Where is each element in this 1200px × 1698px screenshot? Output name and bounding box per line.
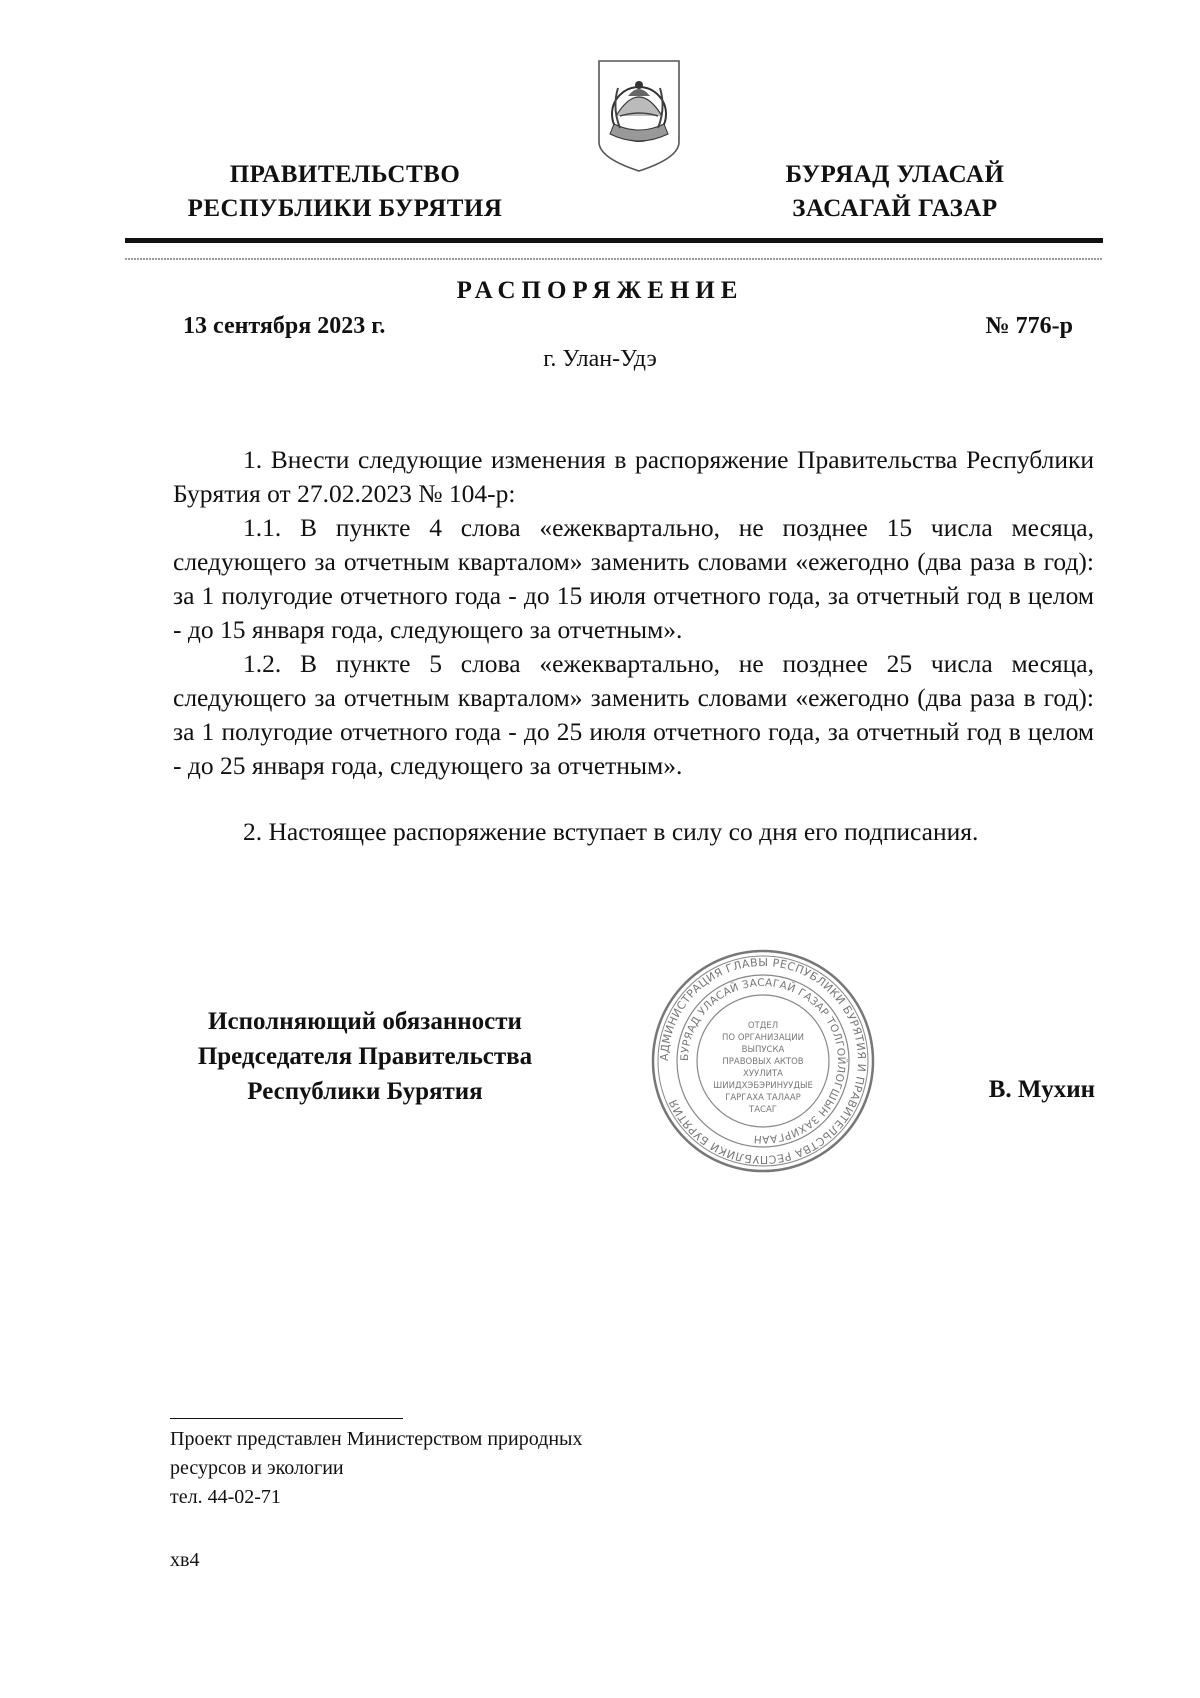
footnote xyxy=(170,1425,582,1512)
signatory-title-line3: Республики Бурятия xyxy=(247,1078,483,1105)
stamp-center-line: ТАСАГ xyxy=(749,1105,777,1115)
stamp-center-line: ПРАВОВЫХ АКТОВ xyxy=(722,1057,804,1067)
body-section-1 xyxy=(173,443,1094,783)
document-date: 13 сентября 2023 г. xyxy=(183,313,386,339)
paragraph-1: 1. Внести следующие изменения в распоряжение Правительства Республики Бурятия от 27.02.2023 № 104-р: xyxy=(173,445,1094,508)
paragraph-1-1: 1.1. В пункте 4 слова «ежеквартально, не позднее 15 числа месяца, следующего за отчетным кварталом» заменить словами «ежегодно (два раза в год): за 1 полугодие отчетного года - до 15 июля отчетного года, за отчетный год в целом - до 15 января года, следующего за отчетным». xyxy=(173,513,1094,644)
stamp-center-line: ОТДЕЛ xyxy=(747,1021,779,1031)
stamp-center-line: ХУУЛИТА xyxy=(743,1069,783,1079)
document-type: РАСПОРЯЖЕНИЕ xyxy=(456,277,744,304)
header-right-line1: БУРЯАД УЛАСАЙ xyxy=(785,161,1005,188)
stamp-center-line: ВЫПУСКА xyxy=(741,1045,785,1055)
document-code: хв4 xyxy=(170,1549,200,1571)
signatory-title-line1: Исполняющий обязанности xyxy=(208,1008,522,1035)
body-section-2 xyxy=(173,815,1094,849)
signatory-name: В. Мухин xyxy=(988,1076,1095,1103)
signatory-title-line2: Председателя Правительства xyxy=(197,1043,533,1070)
header-left xyxy=(150,158,540,226)
document-city: г. Улан-Удэ xyxy=(543,346,657,372)
stamp-center-line: ШИИДХЭБЭРИНУУДЫЕ xyxy=(713,1081,813,1091)
footnote-line2: ресурсов и экологии xyxy=(170,1457,344,1479)
header-divider-thin xyxy=(125,258,1103,260)
footnote-divider xyxy=(170,1418,403,1419)
signatory-title xyxy=(165,1004,565,1109)
official-stamp-icon xyxy=(650,948,876,1174)
stamp-center-line: ГАРГАХА ТАЛААР xyxy=(725,1093,801,1103)
coat-of-arms-icon xyxy=(596,58,682,174)
header-left-line1: ПРАВИТЕЛЬСТВО xyxy=(229,161,461,188)
document-number: № 776-р xyxy=(985,313,1073,339)
header-left-line2: РЕСПУБЛИКИ БУРЯТИЯ xyxy=(187,195,503,222)
header-right-line2: ЗАСАГАЙ ГАЗАР xyxy=(792,195,998,222)
stamp-outer-text: АДМИНИСТРАЦИЯ ГЛАВЫ РЕСПУБЛИКИ БУРЯТИЯ И ПРАВИТЕЛЬСТВА РЕСПУБЛИКИ БУРЯТИЯ xyxy=(657,955,869,1167)
stamp-inner-text: БУРЯАД УЛАСАЙ ЗАСАГАЙ ГАЗАР ТОЛГОЙЛОГШЫН ЗАХИРГААН xyxy=(678,976,848,1146)
paragraph-2: 2. Настоящее распоряжение вступает в силу со дня его подписания. xyxy=(243,817,979,846)
header-divider xyxy=(125,238,1103,243)
stamp-center-line: ПО ОРГАНИЗАЦИИ xyxy=(722,1033,804,1043)
header-right xyxy=(745,158,1045,226)
footnote-line3: тел. 44-02-71 xyxy=(170,1486,281,1508)
footnote-line1: Проект представлен Министерством природных xyxy=(170,1428,583,1450)
paragraph-1-2: 1.2. В пункте 5 слова «ежеквартально, не позднее 25 числа месяца, следующего за отчетным кварталом» заменить словами «ежегодно (два раза в год): за 1 полугодие отчетного года - до 25 июля отчетного года, за отчетный год в целом - до 25 января года, следующего за отчетным». xyxy=(173,649,1094,780)
